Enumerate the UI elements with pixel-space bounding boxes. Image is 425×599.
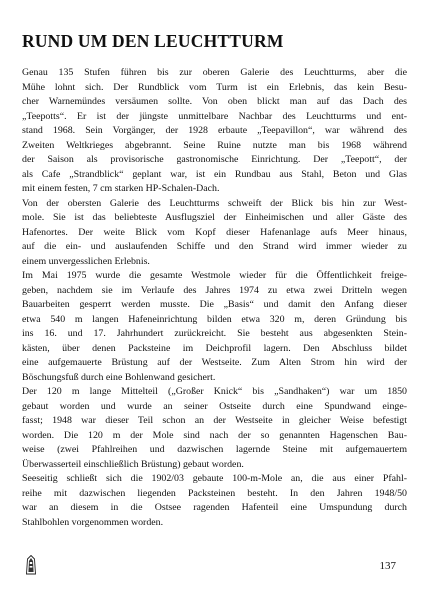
text-line: fasst; 1948 war dieser Teil schon an der Westseite in gleicher Weise befestigt	[22, 415, 407, 426]
text-line: cher Warnemündes versäumen sollte. Von oben blickt man auf das Dach des	[22, 96, 407, 107]
text-line: eine aufgemauerte Brüstung auf der Westseite. Zum Alten Strom hin wird der	[22, 357, 407, 368]
text-line: Überwasserteil einschließlich Brüstung) gebaut worden.	[22, 458, 244, 470]
text-line: Mühe lohnt sich. Der Rundblick vom Turm ist ein Erlebnis, das kein Besu-	[22, 81, 407, 93]
text-line: mit einem festen, 7 cm starken HP-Schalen-Dach.	[22, 183, 220, 194]
text-line: der Saison als provisorische gastronomische Einrichtung. Der „Teepott“, der	[22, 154, 407, 165]
text-line: Genau 135 Stufen führen bis zur oberen Galerie des Leuchtturms, aber die	[22, 67, 407, 78]
text-line: Seeseitig schließt sich die 1902/03 gebaute 100-m-Mole an, die aus einer Pfahl-	[22, 473, 407, 484]
text-line: „Teepotts“. Er ist der jüngste unmittelbare Nachbar des Leuchtturms und ent-	[22, 110, 407, 122]
lighthouse-emblem-icon	[25, 555, 37, 575]
text-line: stand 1968. Sein Vorgänger, der 1928 erbaute „Teepavillon“, war während des	[22, 125, 407, 136]
body-text	[22, 66, 407, 530]
text-line: kästen, über denen Packsteine im Deichprofil lagern. Den Abschluss bildet	[22, 342, 407, 354]
text-line: Hafenortes. Der weite Blick vom Kopf dieser Hafenanlage aufs Meer hinaus,	[22, 226, 407, 238]
text-line: als Cafe „Strandblick“ geplant war, ist ein Rundbau aus Stahl, Beton und Glas	[22, 168, 407, 180]
text-line: Böschungsfuß durch eine Bohlenwand gesichert.	[22, 371, 216, 383]
text-line: Im Mai 1975 wurde die gesamte Westmole wieder für die Öffentlichkeit freige-	[22, 270, 407, 281]
text-line: weise (zwei Pfahlreihen und dazwischen lagernde Steine mit aufgemauertem	[22, 444, 407, 455]
text-line: geben, nachdem sie im Verlaufe des Jahres 1974 zu etwa zwei Dritteln wegen	[22, 284, 407, 296]
text-line: etwa 540 m langen Hafeneinrichtung bilden etwa 320 m, deren Gründung bis	[22, 313, 407, 325]
text-line: ins 16. und 17. Jahrhundert zurückreicht. Sie besteht aus abgesenkten Stein-	[22, 328, 407, 339]
text-line: Stahlbohlen vorgenommen worden.	[22, 516, 164, 528]
text-line: Von der obersten Galerie des Leuchtturms schweift der Blick bis hin zur West-	[22, 197, 407, 209]
text-line: war an diesem in die Ostsee ragenden Hafenteil eine Umspundung durch	[22, 502, 407, 513]
text-line: worden. Die 120 m der Mole sind nach der so genannten Hagenschen Bau-	[22, 429, 407, 441]
text-line: einem unvergesslichen Erlebnis.	[22, 255, 150, 267]
text-line: mole. Sie ist das beliebteste Ausflugsziel der Einheimischen und aller Gäste des	[22, 212, 407, 223]
page-number: 137	[379, 560, 396, 572]
text-line: Zweiten Weltkrieges abgebrannt. Seine Ruine nutzte man bis 1968 während	[22, 139, 407, 151]
page-title: RUND UM DEN LEUCHTTURM	[22, 31, 284, 51]
text-line: gebaut worden und wurde an seiner Ostseite durch eine Spundwand einge-	[22, 400, 407, 412]
text-line: auf die ein- und auslaufenden Schiffe und den Strand wird immer wieder zu	[22, 241, 407, 252]
text-line: Der 120 m lange Mittelteil („Großer Knick“ bis „Sandhaken“) war um 1850	[22, 386, 407, 397]
text-line: Bauarbeiten gesperrt werden musste. Die „Basis“ und damit den Anfang dieser	[22, 299, 407, 310]
text-line: reihe mit dazwischen liegenden Packsteinen besteht. In den Jahren 1948/50	[22, 487, 407, 499]
